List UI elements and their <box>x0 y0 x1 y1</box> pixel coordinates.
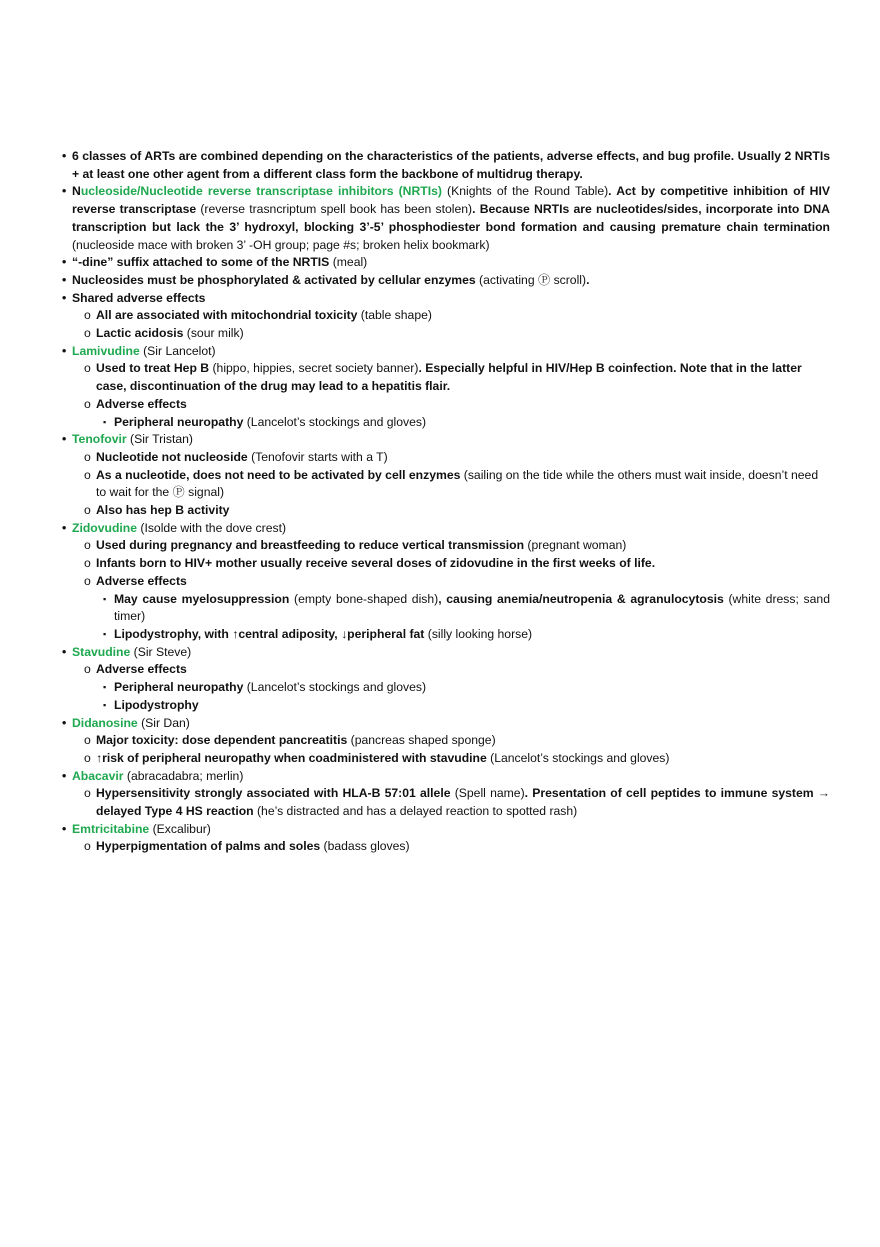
mnemonic-text: (he’s distracted and has a delayed reaction to spotted rash) <box>253 804 578 819</box>
bold-text: Also has hep B activity <box>96 503 230 518</box>
bullet: • <box>62 149 67 163</box>
bold-text: Lipodystrophy <box>114 697 199 712</box>
sub-bullet: o <box>84 556 91 571</box>
mnemonic-text: (silly looking horse) <box>424 626 533 641</box>
bold-text: All are associated with mitochondrial toxicity <box>96 308 358 323</box>
bullet-dine-suffix <box>62 254 830 272</box>
mnemonic-text: (empty bone-shaped dish) <box>289 591 439 606</box>
mnemonic-text: (Lancelot’s stockings and gloves) <box>243 414 427 429</box>
bullet-emtricitabine <box>62 821 830 839</box>
drug-name-heading: Tenofovir <box>72 432 127 447</box>
drug-name-heading: Didanosine <box>72 715 138 730</box>
bold-text: “-dine” suffix attached to some of the NRTIS <box>72 255 330 270</box>
mnemonic-text: (Sir Steve) <box>130 644 192 659</box>
mnemonic-text: (Lancelot’s stockings and gloves) <box>486 750 670 765</box>
drug-name-heading: Lamivudine <box>72 343 140 358</box>
mnemonic-text: (Excalibur) <box>149 821 211 836</box>
mnemonic-text: (Sir Dan) <box>137 715 190 730</box>
bullet-zidovudine <box>62 520 830 538</box>
bold-text: . Act by competitive inhibition of HIV reverse transcriptase <box>72 184 830 217</box>
mnemonic-text: (pregnant woman) <box>524 538 627 553</box>
sub-sub-bullet-peripheral-neuropathy <box>62 679 830 697</box>
bullet: • <box>62 715 67 730</box>
bold-text: . Presentation of cell peptides to immune system → delayed Type 4 HS reaction <box>96 786 830 819</box>
sub-bullet-adverse-effects <box>62 661 830 679</box>
bullet: • <box>62 343 67 358</box>
bullet: • <box>62 768 67 783</box>
bullet-phosphorylation <box>62 272 830 290</box>
bold-text: Lipodystrophy, with ↑central adiposity, ↓peripheral fat <box>114 626 425 641</box>
sub-bullet-hypersensitivity <box>62 785 830 820</box>
bullet: • <box>62 272 67 287</box>
sub-bullet: o <box>84 449 91 464</box>
mnemonic-text: (Lancelot’s stockings and gloves) <box>243 680 427 695</box>
drug-class-heading: ucleoside/Nucleotide reverse transcriptase inhibitors (NRTIs) <box>80 184 442 199</box>
sub-bullet-hep-b <box>62 360 830 395</box>
bullet: • <box>62 255 67 270</box>
sub-bullet-infants <box>62 555 830 573</box>
mnemonic-text: (meal) <box>329 255 368 270</box>
bullet-shared-adverse-effects <box>62 290 830 308</box>
bold-text: Adverse effects <box>96 573 187 588</box>
bold-text: Lactic acidosis <box>96 326 184 341</box>
document-page <box>62 148 830 856</box>
drug-name-heading: Stavudine <box>72 644 131 659</box>
sub-bullet-hyperpigmentation <box>62 838 830 856</box>
bold-text: Hyperpigmentation of palms and soles <box>96 839 321 854</box>
sub-bullet: o <box>84 786 91 801</box>
mnemonic-text: (Knights of the Round Table) <box>441 184 609 199</box>
sub-bullet-mitochondrial-toxicity <box>62 307 830 325</box>
bullet: • <box>62 184 67 199</box>
mnemonic-text: (abracadabra; merlin) <box>123 768 244 783</box>
mnemonic-text: (table shape) <box>357 308 432 323</box>
mnemonic-text: (Isolde with the dove crest) <box>137 520 287 535</box>
drug-name-heading: Abacavir <box>72 768 124 783</box>
bold-text: Nucleosides must be phosphorylated & activated by cellular enzymes <box>72 272 476 287</box>
mnemonic-text: (Sir Lancelot) <box>139 343 216 358</box>
bold-text: Hypersensitivity strongly associated with HLA-B 57:01 allele <box>96 786 451 801</box>
sub-bullet: o <box>84 503 91 518</box>
mnemonic-text: (sour milk) <box>183 326 244 341</box>
sub-bullet-pancreatitis <box>62 732 830 750</box>
bullet: • <box>62 644 67 659</box>
bullet-stavudine <box>62 644 830 662</box>
bold-text: As a nucleotide, does not need to be activated by cell enzymes <box>96 467 461 482</box>
bold-text: . Because NRTIs are nucleotides/sides, incorporate into DNA transcription but lack the 3’ hydroxyl, blocking 3’-5’ phosphodiester bond formation and causing premature chain termination <box>72 202 830 234</box>
square-bullet: ▪ <box>103 628 107 639</box>
bold-text: Used during pregnancy and breastfeeding to reduce vertical transmission <box>96 538 525 553</box>
bold-text: Shared adverse effects <box>72 290 206 305</box>
square-bullet: ▪ <box>103 416 107 427</box>
bullet-didanosine <box>62 715 830 733</box>
sub-bullet-hep-b-activity <box>62 502 830 520</box>
sub-sub-bullet-lipodystrophy <box>62 697 830 715</box>
mnemonic-text: (Sir Tristan) <box>126 432 193 447</box>
sub-bullet: o <box>84 733 91 748</box>
bold-text: Nucleotide not nucleoside <box>96 449 248 464</box>
mnemonic-text: (white dress; sand timer) <box>114 591 830 624</box>
bold-text: Infants born to HIV+ mother usually receive several doses of zidovudine in the first weeks of life. <box>96 556 656 571</box>
sub-bullet-no-activation <box>62 467 830 502</box>
bold-text: ↑risk of peripheral neuropathy when coadministered with stavudine <box>96 750 487 765</box>
bold-text: . Especially helpful in HIV/Hep B coinfection. Note that in the latter case, discontinuation of the drug may lead to a hepatitis flair. <box>96 361 802 394</box>
square-bullet: ▪ <box>103 682 107 693</box>
mnemonic-text: (hippo, hippies, secret society banner) <box>209 361 419 376</box>
sub-sub-bullet-myelosuppression <box>62 591 830 626</box>
sub-sub-bullet-peripheral-neuropathy <box>62 414 830 432</box>
sub-bullet: o <box>84 750 91 765</box>
bullet-abacavir <box>62 768 830 786</box>
bold-text: Peripheral neuropathy <box>114 414 244 429</box>
sub-sub-bullet-lipodystrophy <box>62 626 830 644</box>
bold-text: Peripheral neuropathy <box>114 680 244 695</box>
sub-bullet: o <box>84 538 91 553</box>
bullet-nrti-definition <box>62 183 830 254</box>
bold-text: , causing anemia/neutropenia & agranulocytosis <box>438 591 724 606</box>
bold-text: Used to treat Hep B <box>96 361 210 376</box>
mnemonic-text: (sailing on the tide while the others must wait inside, doesn’t need to wait for the Ⓟ signal) <box>96 467 819 500</box>
sub-bullet: o <box>84 326 91 341</box>
bullet: • <box>62 520 67 535</box>
mnemonic-text: (reverse trasncriptum spell book has been stolen) <box>196 202 473 217</box>
square-bullet: ▪ <box>103 699 107 710</box>
bold-text: . <box>586 272 590 287</box>
sub-bullet: o <box>84 839 91 854</box>
sub-bullet-lactic-acidosis <box>62 325 830 343</box>
sub-bullet: o <box>84 396 91 411</box>
bullet-lamivudine <box>62 343 830 361</box>
bold-text: Adverse effects <box>96 396 187 411</box>
sub-bullet: o <box>84 308 91 323</box>
mnemonic-text: (activating Ⓟ scroll) <box>475 272 587 287</box>
sub-bullet: o <box>84 467 91 482</box>
bullet: • <box>62 821 67 836</box>
drug-name-heading: Zidovudine <box>72 520 137 535</box>
sub-bullet: o <box>84 573 91 588</box>
mnemonic-text: (Tenofovir starts with a T) <box>247 449 388 464</box>
mnemonic-text: (Spell name) <box>450 786 525 801</box>
sub-bullet-adverse-effects <box>62 396 830 414</box>
sub-bullet-nucleotide <box>62 449 830 467</box>
sub-bullet-neuropathy-risk <box>62 750 830 768</box>
bold-text: Major toxicity: dose dependent pancreatitis <box>96 733 348 748</box>
sub-bullet-pregnancy <box>62 537 830 555</box>
mnemonic-text: (pancreas shaped sponge) <box>347 733 496 748</box>
bold-text: May cause myelosuppression <box>114 591 290 606</box>
bold-text: 6 classes of ARTs are combined depending on the characteristics of the patients, adverse effects, and bug profile. Usually 2 NRTIs + at least one other agent from a different class form the backbone of multidrug therapy. <box>72 149 830 181</box>
bullet-tenofovir <box>62 431 830 449</box>
bullet: • <box>62 290 67 305</box>
bold-text: Adverse effects <box>96 662 187 677</box>
sub-bullet-adverse-effects <box>62 573 830 591</box>
mnemonic-text: (nucleoside mace with broken 3’ -OH group; page #s; broken helix bookmark) <box>72 237 490 252</box>
square-bullet: ▪ <box>103 593 107 604</box>
drug-name-heading: Emtricitabine <box>72 821 150 836</box>
mnemonic-text: (badass gloves) <box>320 839 410 854</box>
sub-bullet: o <box>84 662 91 677</box>
sub-bullet: o <box>84 361 91 376</box>
bullet: • <box>62 432 67 447</box>
bold-text: N <box>72 184 81 199</box>
bullet-art-classes <box>62 148 830 183</box>
